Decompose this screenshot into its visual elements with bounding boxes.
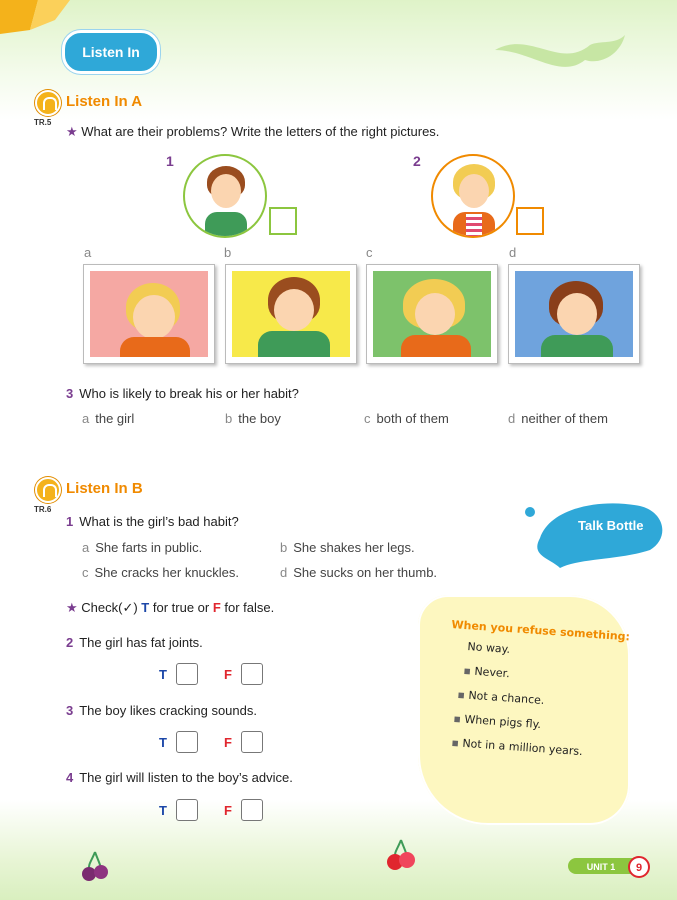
star-icon: ★	[66, 124, 78, 139]
splash-shape	[520, 498, 670, 568]
false-label: F	[224, 735, 232, 750]
phrase-5: ▪ Not in a million years.	[451, 736, 584, 759]
section-a-title: Listen In A	[66, 93, 143, 110]
picture-letter-d: d	[509, 245, 517, 260]
unit-label: UNIT 1	[586, 862, 616, 872]
figure-2-portrait	[431, 154, 515, 238]
picture-c	[366, 264, 498, 364]
headphones-icon	[35, 90, 61, 116]
true-checkbox[interactable]	[176, 663, 198, 685]
option-d[interactable]: d She sucks on her thumb.	[280, 565, 438, 580]
banner-label: Listen In	[82, 44, 140, 60]
option-b[interactable]: b She shakes her legs.	[280, 540, 415, 555]
answer-box-1[interactable]	[269, 207, 297, 235]
check-instruction: ★ Check(✓) T for true or F for false.	[66, 600, 275, 615]
cherry-icon	[80, 850, 110, 884]
picture-letter-a: a	[84, 245, 92, 260]
option-b[interactable]: b the boy	[225, 411, 281, 426]
option-c[interactable]: c both of them	[364, 411, 449, 426]
talk-bottle-label: Talk Bottle	[578, 518, 644, 533]
instruction-a	[66, 124, 439, 140]
answer-box-2[interactable]	[516, 207, 544, 235]
true-checkbox[interactable]	[176, 731, 198, 753]
listen-in-banner	[62, 30, 160, 74]
figure-1-number: 1	[166, 153, 174, 169]
picture-a	[83, 264, 215, 364]
headphones-icon	[35, 477, 61, 503]
false-label: F	[224, 667, 232, 682]
phrase-2: ▪ Never.	[463, 664, 511, 681]
option-a[interactable]: a the girl	[82, 411, 135, 426]
option-a[interactable]: a She farts in public.	[82, 540, 203, 555]
option-c[interactable]: c She cracks her knuckles.	[82, 565, 240, 580]
true-checkbox[interactable]	[176, 799, 198, 821]
phrase-4: ▪ When pigs fly.	[453, 712, 542, 732]
section-b-title: Listen In B	[66, 480, 143, 497]
figure-1-portrait	[183, 154, 267, 238]
false-label: F	[224, 803, 232, 818]
page-number: 9	[628, 856, 650, 878]
instruction-a-text: What are their problems? Write the letters of the right pictures.	[81, 124, 440, 139]
question-3-a	[66, 386, 299, 401]
statement-3: 3 The boy likes cracking sounds.	[66, 703, 257, 718]
picture-b	[225, 264, 357, 364]
phrase-3: ▪ Not a chance.	[457, 688, 545, 708]
false-checkbox[interactable]	[241, 799, 263, 821]
question-text: Who is likely to break his or her habit?	[79, 386, 299, 401]
phrase-1: No way.	[467, 640, 511, 656]
question-number: 3	[66, 386, 74, 401]
question-1-b: 1 What is the girl’s bad habit?	[66, 514, 239, 529]
picture-letter-b: b	[224, 245, 232, 260]
picture-letter-c: c	[366, 245, 373, 260]
unit-badge	[568, 858, 634, 874]
cherry-icon	[384, 838, 418, 872]
figure-2-number: 2	[413, 153, 421, 169]
picture-d	[508, 264, 640, 364]
false-checkbox[interactable]	[241, 731, 263, 753]
statement-4: 4 The girl will listen to the boy’s advice.	[66, 770, 293, 785]
option-d[interactable]: d neither of them	[508, 411, 608, 426]
true-label: T	[159, 803, 167, 818]
statement-2: 2 The girl has fat joints.	[66, 635, 203, 650]
star-icon: ★	[66, 600, 78, 615]
track-label-b: TR.6	[34, 505, 52, 514]
true-label: T	[159, 735, 167, 750]
talk-bottle-heading: When you refuse something:	[451, 618, 631, 644]
true-label: T	[159, 667, 167, 682]
splash-decoration	[490, 30, 630, 90]
track-label-a: TR.5	[34, 118, 52, 127]
cup-decoration	[0, 0, 70, 40]
false-checkbox[interactable]	[241, 663, 263, 685]
